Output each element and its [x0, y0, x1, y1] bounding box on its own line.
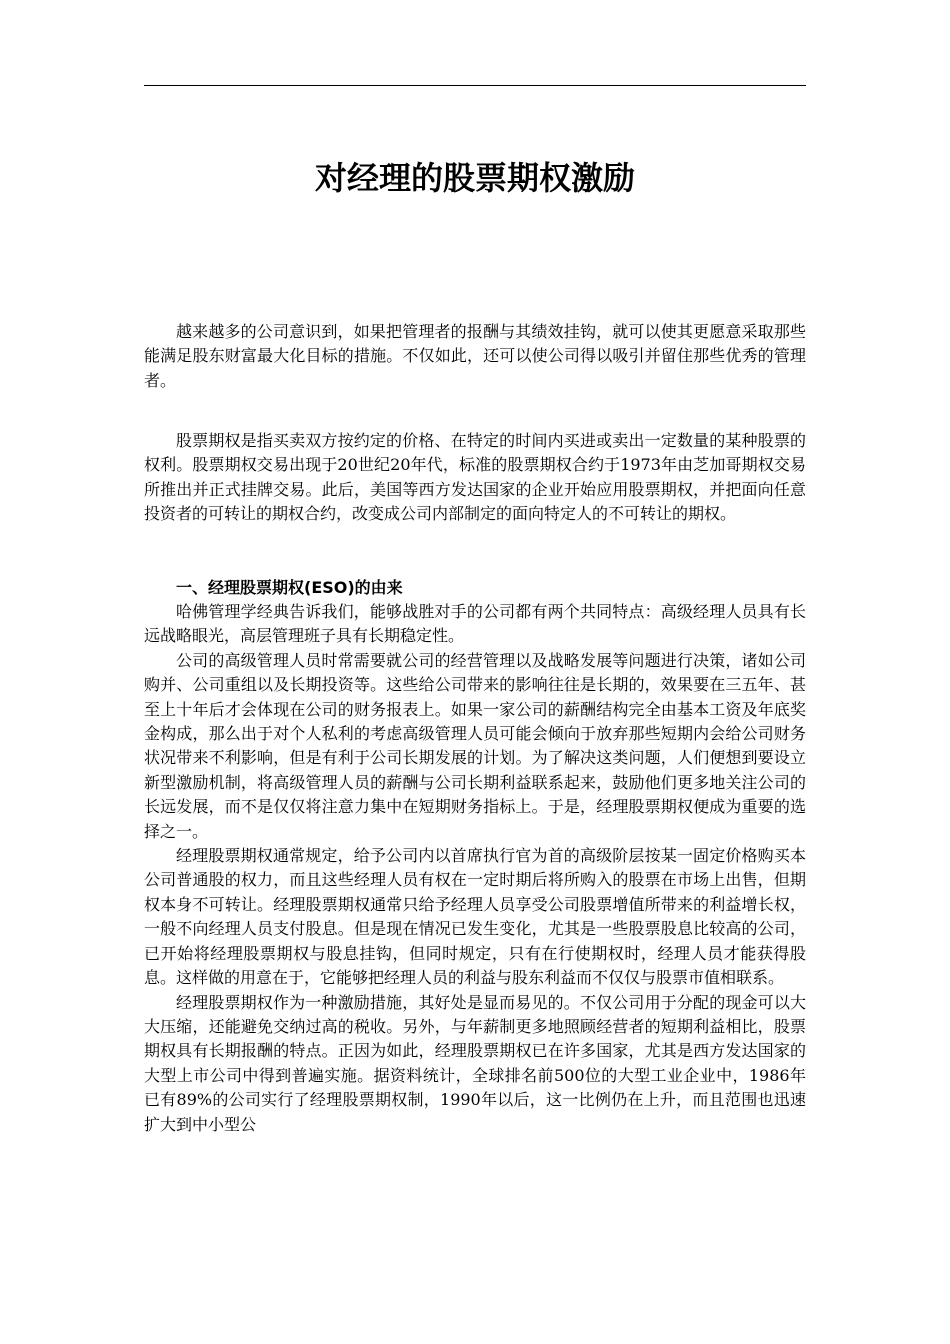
- intro-paragraph-1-block: [144, 320, 806, 393]
- body-paragraph: 哈佛管理学经典告诉我们，能够战胜对手的公司都有两个共同特点：高级经理人员具有长远战略眼光，高层管理班子具有长期稳定性。: [144, 602, 806, 646]
- document-title: 对经理的股票期权激励: [314, 159, 635, 197]
- body-paragraph: 公司的高级管理人员时常需要就公司的经营管理以及战略发展等问题进行决策，诸如公司购并、公司重组以及长期投资等。这些给公司带来的影响往往是长期的，效果要在三五年、甚至上十年后才会体现在公司的财务报表上。如果一家公司的薪酬结构完全由基本工资及年底奖金构成，那么出于对个人私利的考虑高级管理人员可能会倾向于放弃那些短期内会给公司财务状况带来不利影响，但是有利于公司长期发展的计划。为了解决这类问题，人们便想到要设立新型激励机制，将高级管理人员的薪酬与公司长期利益联系起来，鼓励他们更多地关注公司的长远发展，而不是仅仅将注意力集中在短期财务指标上。于是，经理股票期权便成为重要的选择之一。: [144, 650, 806, 841]
- body-paragraph: 经理股票期权作为一种激励措施，其好处是显而易见的。不仅公司用于分配的现金可以大大压缩，还能避免交纳过高的税收。另外，与年薪制更多地照顾经营者的短期利益相比，股票期权具有长期报酬的特点。正因为如此，经理股票期权已在许多国家，尤其是西方发达国家的大型上市公司中得到普遍实施。据资料统计，全球排名前500位的大型工业企业中，1986年已有89%的公司实行了经理股票期权制，1990年以后，这一比例仍在上升，而且范围也迅速扩大到中小型公: [144, 992, 806, 1134]
- body-paragraph: 经理股票期权通常规定，给予公司内以首席执行官为首的高级阶层按某一固定价格购买本公司普通股的权力，而且这些经理人员有权在一定时期后将所购入的股票在市场上出售，但期权本身不可转让。经理股票期权通常只给予经理人员享受公司股票增值所带来的利益增长权，一般不向经理人员支付股息。但是现在情况已发生变化，尤其是一些股票股息比较高的公司，已开始将经理股票期权与股息挂钩，但同时规定，只有在行使期权时，经理人员才能获得股息。这样做的用意在于，它能够把经理人员的利益与股东利益而不仅仅与股票市值相联系。: [144, 846, 806, 988]
- intro-paragraph-2-block: [144, 429, 806, 527]
- section-heading: 一、经理股票期权(ESO)的由来: [176, 578, 403, 597]
- intro-paragraph: 股票期权是指买卖双方按约定的价格、在特定的时间内买进或卖出一定数量的某种股票的权利。股票期权交易出现于20世纪20年代，标准的股票期权合约于1973年由芝加哥期权交易所推出并正式挂牌交易。此后，美国等西方发达国家的企业开始应用股票期权，并把面向任意投资者的可转让的期权合约，改变成公司内部制定的面向特定人的不可转让的期权。: [144, 431, 806, 524]
- header-rule: [144, 85, 806, 86]
- section-1: [144, 576, 806, 1137]
- intro-paragraph: 越来越多的公司意识到，如果把管理者的报酬与其绩效挂钩，就可以使其更愿意采取那些能满足股东财富最大化目标的措施。不仅如此，还可以使公司得以吸引并留住那些优秀的管理者。: [144, 322, 806, 390]
